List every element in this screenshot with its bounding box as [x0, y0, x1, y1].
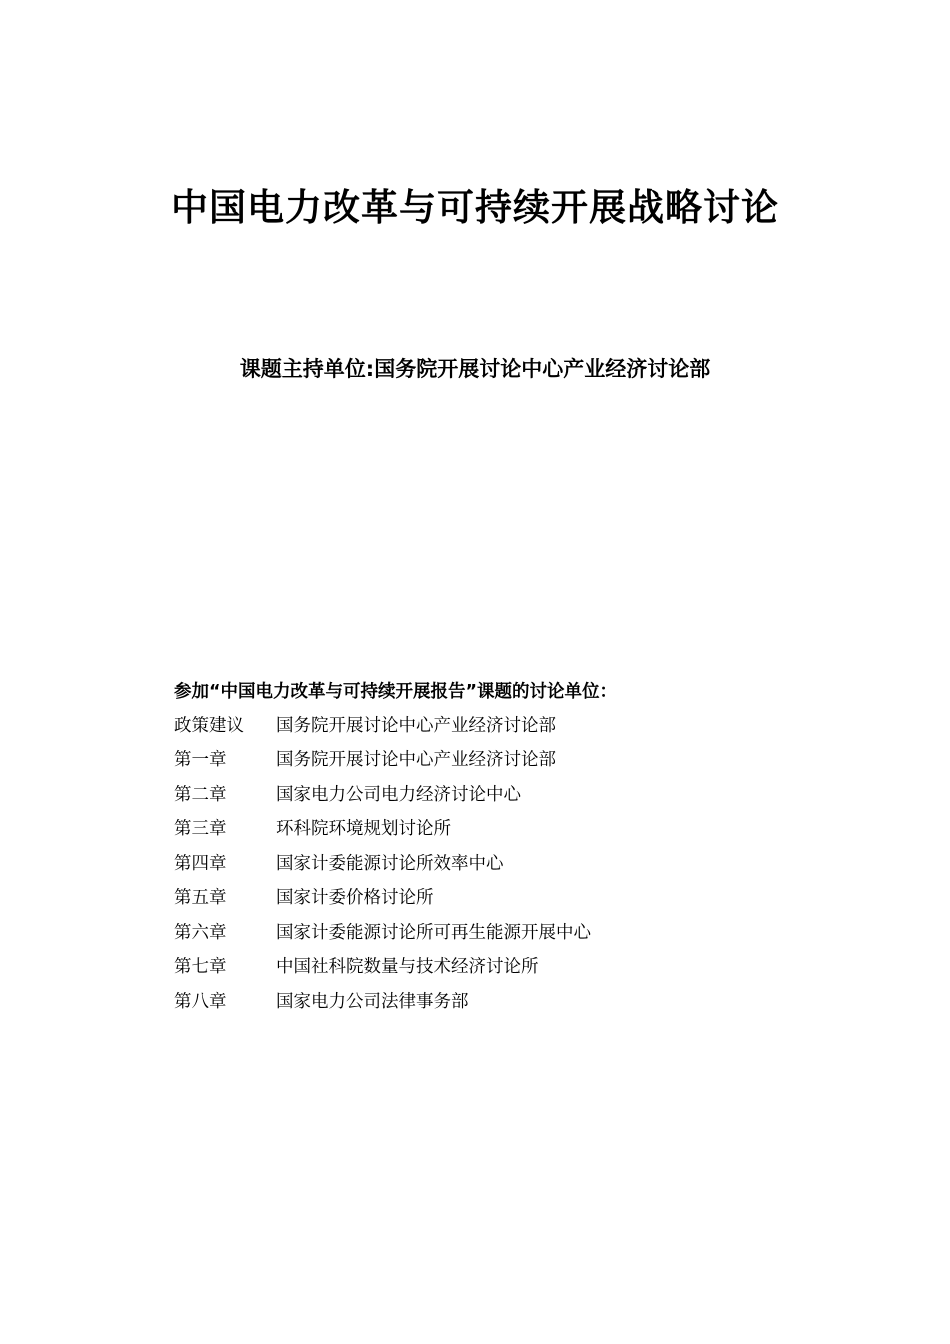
participant-chapter: 第八章: [174, 991, 227, 1012]
participant-unit: 中国社科院数量与技术经济讨论所: [276, 957, 539, 978]
participant-row: [174, 707, 794, 742]
participant-row: [174, 811, 794, 846]
participant-unit: 国家计委能源讨论所可再生能源开展中心: [276, 922, 591, 943]
participant-chapter: 第一章: [174, 750, 227, 771]
participant-chapter: 第五章: [174, 888, 227, 909]
participant-unit: 国家计委价格讨论所: [276, 888, 434, 909]
participant-chapter: 第六章: [174, 922, 227, 943]
participant-chapter: 政策建议: [174, 715, 244, 736]
participant-row: [174, 845, 794, 880]
participant-unit: 国家电力公司电力经济讨论中心: [276, 784, 521, 805]
participant-row: [174, 983, 794, 1018]
participant-unit: 国务院开展讨论中心产业经济讨论部: [276, 750, 556, 771]
participant-unit: 环科院环境规划讨论所: [276, 819, 451, 840]
participants-section: [174, 677, 794, 1018]
participant-row: [174, 949, 794, 984]
participant-unit: 国家电力公司法律事务部: [276, 991, 469, 1012]
document-title: 中国电力改革与可持续开展战略讨论: [171, 186, 779, 229]
participant-unit: 国家计委能源讨论所效率中心: [276, 853, 504, 874]
participant-chapter: 第七章: [174, 957, 227, 978]
participant-chapter: 第四章: [174, 853, 227, 874]
participant-row: [174, 914, 794, 949]
participant-chapter: 第三章: [174, 819, 227, 840]
participant-chapter: 第二章: [174, 784, 227, 805]
participant-row: [174, 776, 794, 811]
participants-list: [174, 707, 794, 1018]
participant-row: [174, 880, 794, 915]
participant-unit: 国务院开展讨论中心产业经济讨论部: [276, 715, 556, 736]
participant-row: [174, 742, 794, 777]
host-unit: 课题主持单位:国务院开展讨论中心产业经济讨论部: [239, 357, 711, 381]
participants-heading: 参加“中国电力改革与可持续开展报告”课题的讨论单位：: [174, 682, 618, 702]
